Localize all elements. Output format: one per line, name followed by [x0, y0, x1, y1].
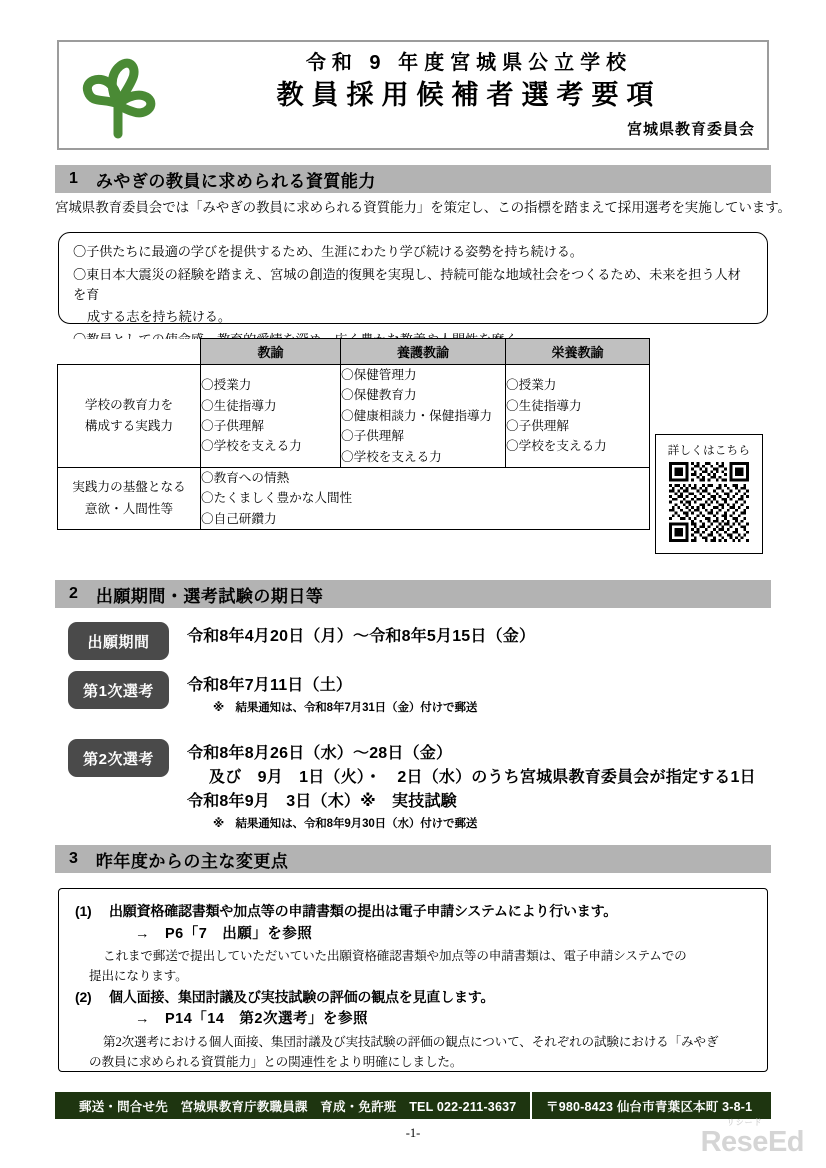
ability-item: 〇健康相談力・保健指導力 [341, 408, 493, 423]
change-item-2-reference: → P14「14 第2次選考」を参照 [135, 1011, 368, 1028]
ability-item: 〇学校を支える力 [201, 439, 302, 454]
change-item-1-reference: → P6「7 出願」を参照 [135, 925, 313, 942]
row-label-practical-ability [58, 365, 201, 468]
schedule-line: 及び 9月 1日（火）・ 2日（水）のうち宮城県教育委員会が指定する1日 [209, 769, 756, 786]
ability-item: 〇子供理解 [341, 429, 404, 444]
competency-bullet: 〇東日本大震災の経験を踏まえ、宮城の創造的復興を実現し、持続可能な地域社会をつくるため、未来を担う人材を育 [73, 266, 741, 302]
schedule-line: 令和8年8月26日（水）～28日（金） [187, 745, 453, 762]
schedule-text [187, 622, 535, 649]
ability-item: 〇授業力 [506, 378, 557, 393]
ability-item: 〇たくましく豊かな人間性 [201, 491, 353, 506]
ability-item: 〇学校を支える力 [341, 449, 442, 464]
section-3-title: 昨年度からの主な変更点 [95, 851, 289, 871]
ability-item: 〇学校を支える力 [506, 439, 607, 454]
watermark-text: ReseEd [700, 1126, 804, 1158]
qr-code-icon [669, 462, 749, 542]
column-header-eiyo-kyoyu: 栄養教諭 [506, 339, 650, 365]
changes-box [58, 888, 768, 1072]
row-label-line: 意欲・人間性等 [84, 501, 174, 516]
ability-item: 〇保健教育力 [341, 388, 417, 403]
change-item-2-text: 個人面接、集団討議及び実技試験の評価の観点を見直します。 [109, 988, 495, 1005]
section-1-number: 1 [69, 170, 78, 187]
ability-item: 〇授業力 [201, 378, 252, 393]
cell-eiyo-kyoyu-abilities [506, 365, 650, 468]
ability-item: 〇子供理解 [506, 418, 569, 433]
row-label-line: 実践力の基盤となる [72, 480, 186, 495]
change-item-2-body: 第2次選考における個人面接、集団討議及び実技試験の評価の観点について、それぞれの試験における「みやぎ [103, 1034, 719, 1049]
section-2-header [55, 580, 771, 608]
ability-item: 〇生徒指導力 [506, 398, 582, 413]
competency-bullet: 〇子供たちに最適の学びを提供するため、生涯にわたり学び続ける姿勢を持ち続ける。 [73, 244, 583, 259]
schedule-line: 令和8年9月 3日（木）※ 実技試験 [187, 793, 457, 810]
footer-address: 〒980-8423 仙台市青葉区本町 3-8-1 [546, 1099, 753, 1114]
schedule-line: 令和8年4月20日（月）～令和8年5月15日（金） [187, 628, 536, 645]
schedule-text [187, 671, 477, 717]
change-item-1-body: これまで郵送で提出していただいていた出願資格確認書類や加点等の申請書類は、電子申請システムでの [103, 948, 687, 963]
document-title-box [57, 40, 769, 150]
title-line-1: 令和 9 年度宮城県公立学校 [305, 52, 633, 75]
row-label-line: 構成する実践力 [84, 418, 174, 433]
row-label-line: 学校の教育力を [84, 397, 174, 412]
table-row [58, 467, 650, 529]
competency-table [57, 338, 650, 530]
schedule-row-second-exam [68, 739, 756, 833]
schedule-row-application-period [68, 622, 535, 660]
table-row [58, 365, 650, 468]
title-issuer: 宮城県教育委員会 [626, 120, 755, 138]
schedule-note: ※ 結果通知は、令和8年9月30日（水）付けで郵送 [213, 818, 478, 830]
badge-first-selection: 第1次選考 [68, 671, 169, 709]
column-header-kyoyu: 教諭 [201, 339, 341, 365]
ability-item: 〇教育への情熱 [201, 470, 290, 485]
footer-contact-left: 郵送・問合せ先 宮城県教育庁教職員課 育成・免許班 TEL 022-211-3637 [79, 1099, 517, 1114]
ability-item: 〇子供理解 [201, 418, 264, 433]
change-item-1-text: 出願資格確認書類や加点等の申請書類の提出は電子申請システムにより行います。 [109, 903, 618, 919]
competency-statement-box [58, 232, 768, 324]
section-2-title: 出願期間・選考試験の期日等 [95, 586, 324, 606]
reseed-watermark [700, 1118, 804, 1158]
section-1-intro: 宮城県教育委員会では「みやぎの教員に求められる資質能力」を策定し、この指標を踏まえて採用選考を実施しています。 [55, 200, 791, 215]
schedule-line: 令和8年7月11日（土） [187, 677, 353, 694]
miyagi-clover-logo-icon [59, 43, 177, 147]
row-label-motivation-humanity [58, 467, 201, 529]
ability-item: 〇生徒指導力 [201, 398, 277, 413]
schedule-text [187, 739, 756, 833]
footer-contact-bar [55, 1092, 771, 1119]
ability-item: 〇自己研鑽力 [201, 511, 277, 526]
watermark-ruby: リシード [726, 1118, 763, 1127]
ability-item: 〇保健管理力 [341, 368, 417, 382]
badge-second-selection: 第2次選考 [68, 739, 169, 777]
section-1-title: みやぎの教員に求められる資質能力 [95, 171, 376, 191]
table-header-row [58, 339, 650, 365]
column-header-yogo-kyoyu: 養護教諭 [341, 339, 506, 365]
schedule-note: ※ 結果通知は、令和8年7月31日（金）付けで郵送 [213, 702, 478, 714]
schedule-row-first-exam [68, 671, 477, 717]
cell-kyoyu-abilities [201, 365, 341, 468]
change-item-1-heading [75, 901, 751, 923]
competency-bullet-continued: 成する志を持ち続ける。 [87, 309, 231, 325]
qr-code-label: 詳しくはこちら [667, 445, 751, 457]
title-line-2: 教員採用候補者選考要項 [276, 80, 662, 111]
change-item-2-heading [75, 987, 751, 1009]
badge-application-period: 出願期間 [68, 622, 169, 660]
change-item-2-body: の教員に求められる資質能力」との関連性をより明確にしました。 [89, 1054, 463, 1069]
page-number: -1- [405, 1126, 421, 1140]
section-2-number: 2 [69, 585, 78, 602]
cell-yogo-kyoyu-abilities [341, 365, 506, 468]
change-item-2-marker: (2) [75, 988, 92, 1005]
footer-divider [530, 1092, 532, 1119]
qr-code-box[interactable] [655, 434, 763, 554]
change-item-1-marker: (1) [75, 903, 92, 919]
section-3-number: 3 [69, 850, 78, 867]
section-1-header [55, 165, 771, 193]
change-item-1-body: 提出になります。 [89, 969, 188, 984]
section-3-header [55, 845, 771, 873]
cell-common-abilities [201, 467, 650, 529]
table-corner-cell [58, 339, 201, 365]
